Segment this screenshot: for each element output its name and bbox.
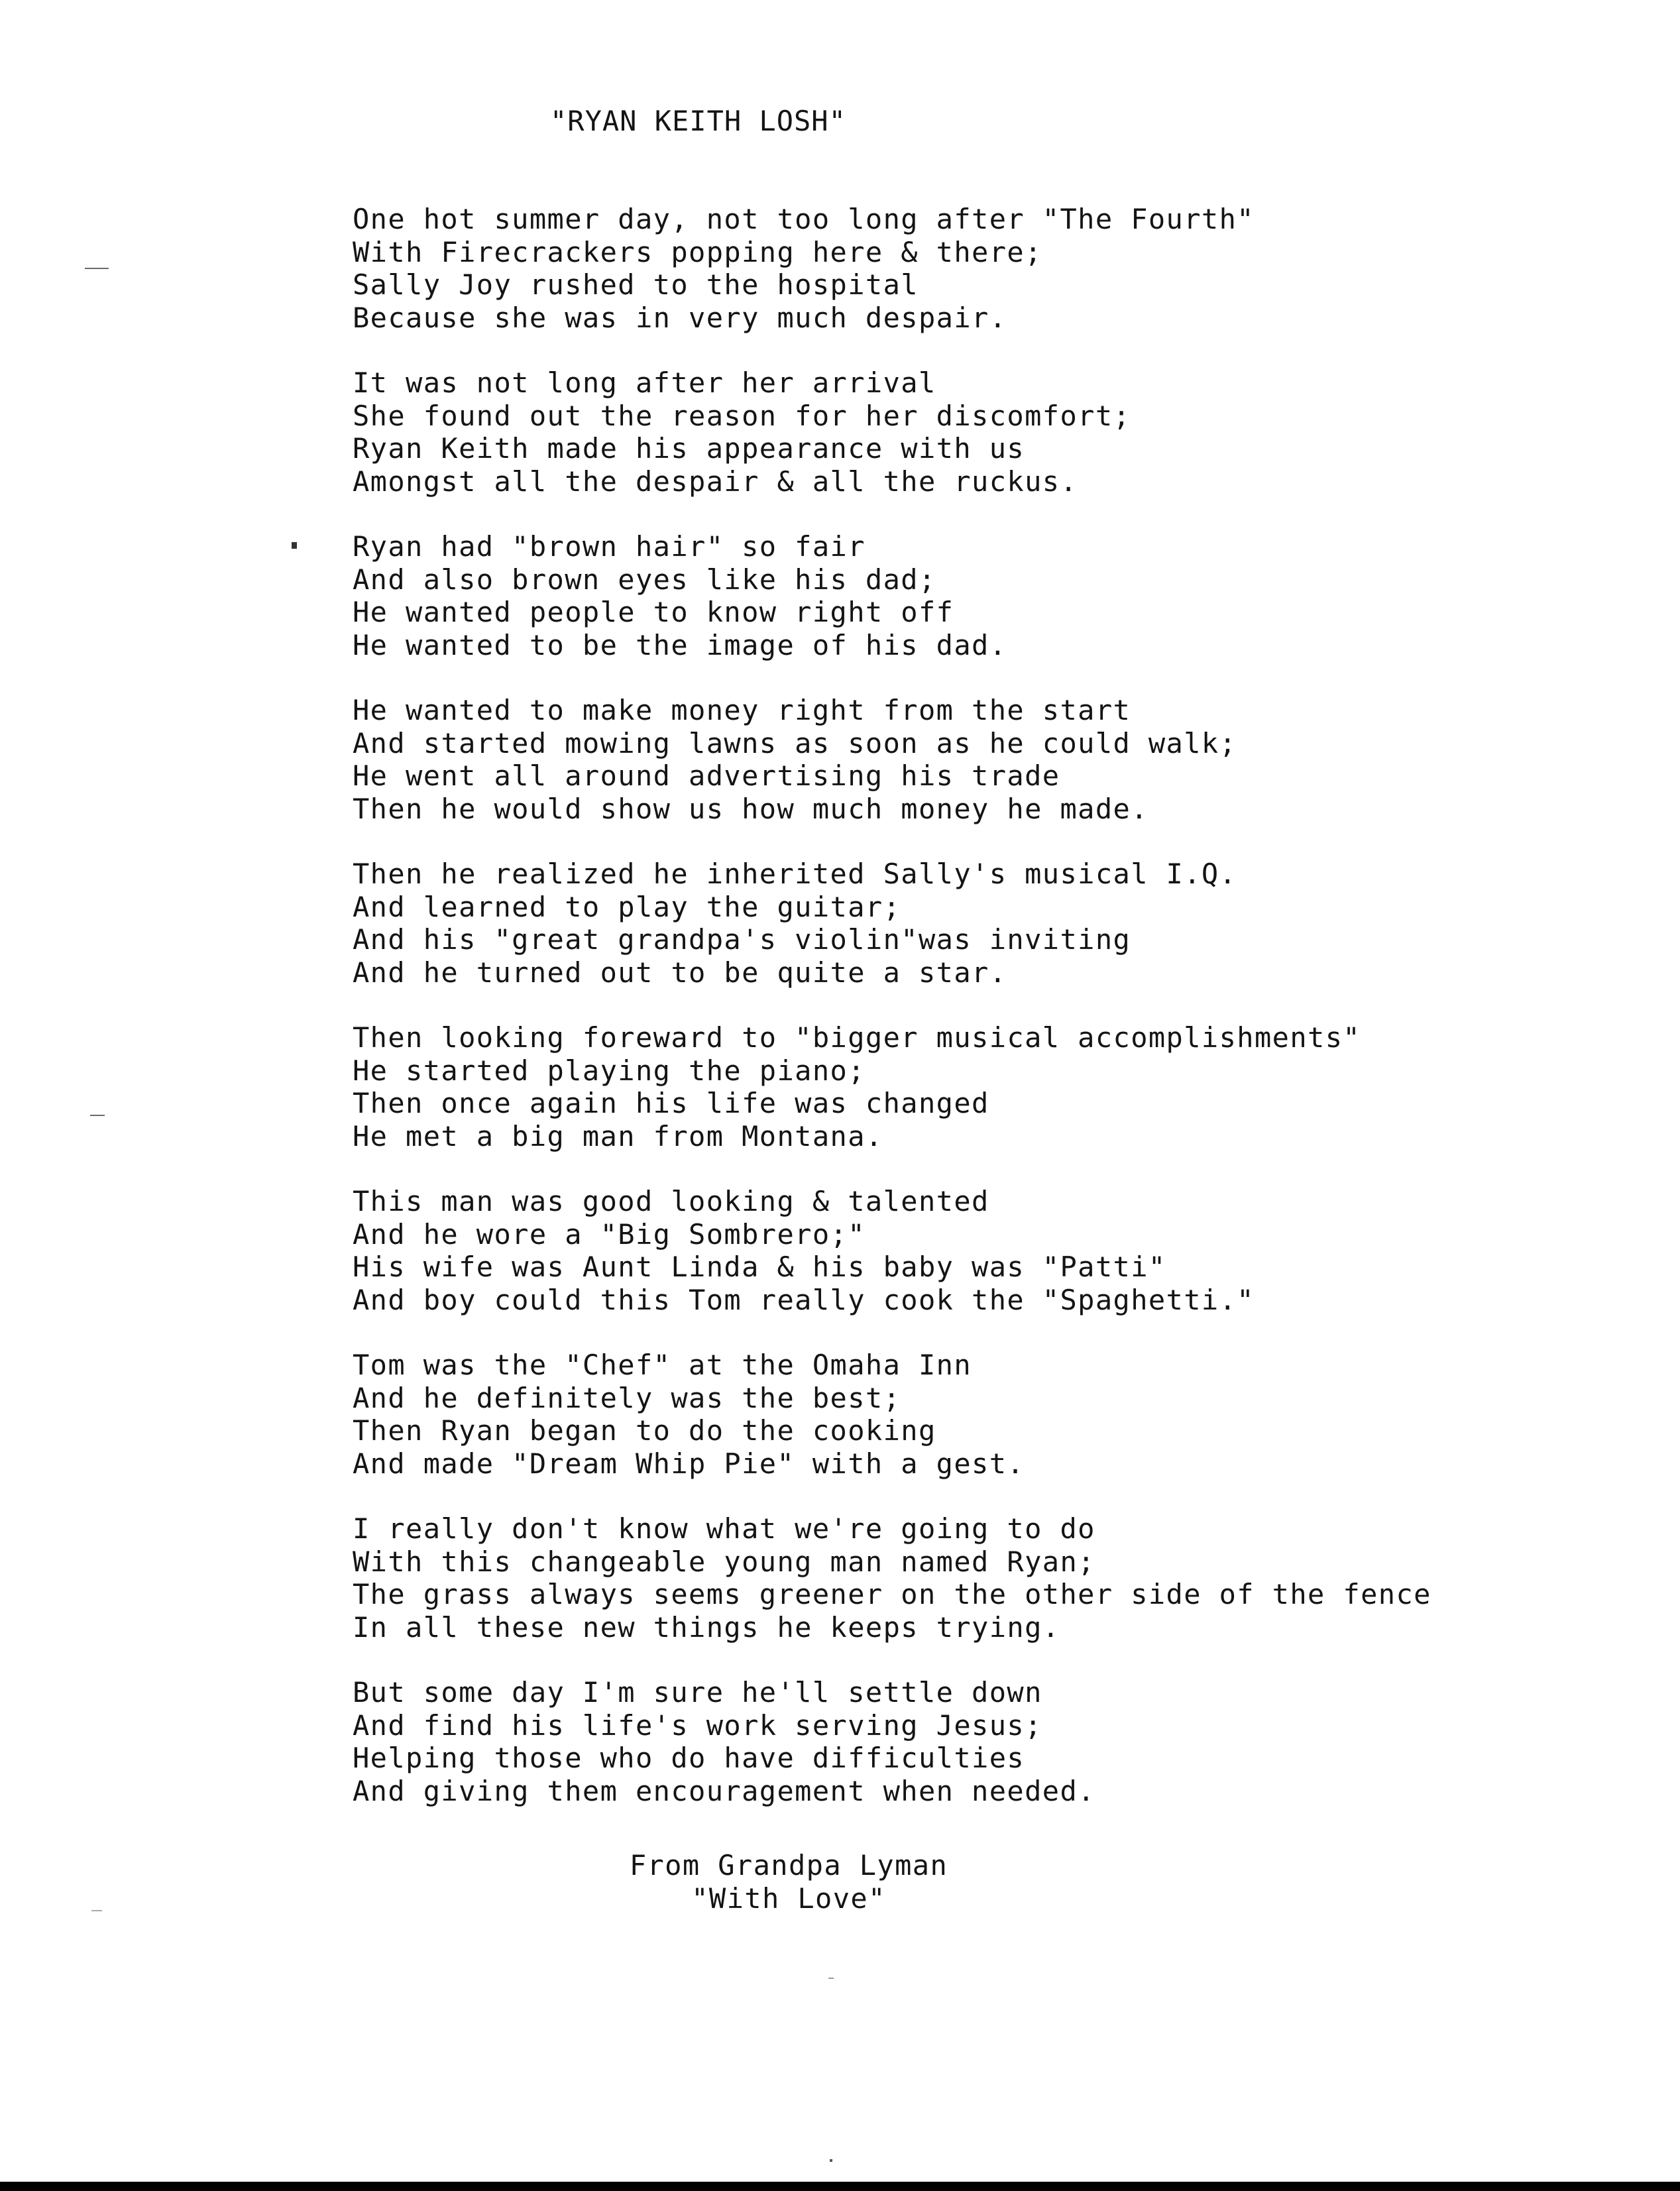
- poem-line: This man was good looking & talented: [353, 1185, 989, 1217]
- poem-line: Then Ryan began to do the cooking: [353, 1414, 936, 1447]
- poem-line: He met a big man from Montana.: [353, 1119, 883, 1152]
- poem-line: He wanted people to know right off: [353, 596, 954, 628]
- scan-mark: [830, 2159, 832, 2162]
- poem-line: With this changeable young man named Ryan;: [353, 1545, 1095, 1578]
- scan-mark: [91, 1910, 102, 1911]
- stanza-4: [353, 694, 1431, 825]
- poem-line: Ryan Keith made his appearance with us: [353, 432, 1025, 465]
- poem-line: His wife was Aunt Linda & his baby was "Patti": [353, 1251, 1166, 1283]
- scan-mark: [85, 268, 109, 269]
- poem-line: But some day I'm sure he'll settle down: [353, 1676, 1042, 1709]
- stanza-9: [353, 1512, 1431, 1644]
- poem-line: He wanted to be the image of his dad.: [353, 628, 1007, 661]
- poem-line: And his "great grandpa's violin"was inviting: [353, 923, 1131, 956]
- stanza-1: [353, 203, 1431, 334]
- poem-line: He wanted to make money right from the start: [353, 694, 1131, 726]
- poem-line: Then he realized he inherited Sally's musical I.Q.: [353, 858, 1237, 890]
- poem-line: I really don't know what we're going to do: [353, 1512, 1095, 1545]
- stanza-8: [353, 1349, 1431, 1480]
- poem-line: And made "Dream Whip Pie" with a gest.: [353, 1447, 1025, 1480]
- stanza-2: [353, 366, 1431, 498]
- poem-line: And also brown eyes like his dad;: [353, 563, 936, 596]
- scan-bottom-edge: [0, 2182, 1680, 2191]
- scan-mark: [828, 1978, 834, 1979]
- signature-block: [0, 1849, 1577, 1915]
- signature-from: From Grandpa Lyman: [629, 1849, 948, 1882]
- poem-line: Sally Joy rushed to the hospital: [353, 268, 919, 301]
- poem-line: And find his life's work serving Jesus;: [353, 1709, 1042, 1742]
- scan-mark: [292, 542, 297, 549]
- poem-line: Amongst all the despair & all the ruckus.: [353, 465, 1078, 498]
- signature-closing: "With Love": [691, 1882, 886, 1915]
- poem-line: In all these new things he keeps trying.: [353, 1610, 1060, 1644]
- stanza-10: [353, 1676, 1431, 1807]
- poem-line: And he definitely was the best;: [353, 1381, 901, 1414]
- poem-title: "RYAN KEITH LOSH": [550, 105, 846, 137]
- poem-line: She found out the reason for her discomfort;: [353, 399, 1131, 432]
- poem-line: And giving them encouragement when needed.: [353, 1774, 1095, 1807]
- poem-line: With Firecrackers popping here & there;: [353, 235, 1042, 268]
- poem-line: Then once again his life was changed: [353, 1087, 989, 1119]
- poem-line: He went all around advertising his trade: [353, 759, 1060, 792]
- poem-line: Because she was in very much despair.: [353, 301, 1007, 334]
- poem-line: And learned to play the guitar;: [353, 890, 901, 923]
- poem-line: The grass always seems greener on the other side of the fence: [353, 1578, 1431, 1610]
- poem-line: And boy could this Tom really cook the "Spaghetti.": [353, 1283, 1255, 1316]
- poem-line: Then he would show us how much money he made.: [353, 792, 1148, 825]
- poem-line: Tom was the "Chef" at the Omaha Inn: [353, 1349, 972, 1381]
- stanza-5: [353, 858, 1431, 989]
- poem-line: Ryan had "brown hair" so fair: [353, 530, 866, 563]
- poem-line: Helping those who do have difficulties: [353, 1742, 1025, 1774]
- stanza-7: [353, 1185, 1431, 1316]
- poem-line: And he wore a "Big Sombrero;": [353, 1217, 866, 1251]
- poem-line: Then looking foreward to "bigger musical accomplishments": [353, 1021, 1361, 1054]
- poem-body: [353, 203, 1431, 1840]
- poem-line: And started mowing lawns as soon as he could walk;: [353, 726, 1237, 759]
- poem-line: He started playing the piano;: [353, 1054, 866, 1087]
- stanza-3: [353, 530, 1431, 661]
- poem-line: And he turned out to be quite a star.: [353, 956, 1007, 989]
- scan-mark: [90, 1115, 105, 1116]
- poem-line: It was not long after her arrival: [353, 366, 936, 399]
- poem-line: One hot summer day, not too long after "The Fourth": [353, 203, 1255, 235]
- stanza-6: [353, 1021, 1431, 1152]
